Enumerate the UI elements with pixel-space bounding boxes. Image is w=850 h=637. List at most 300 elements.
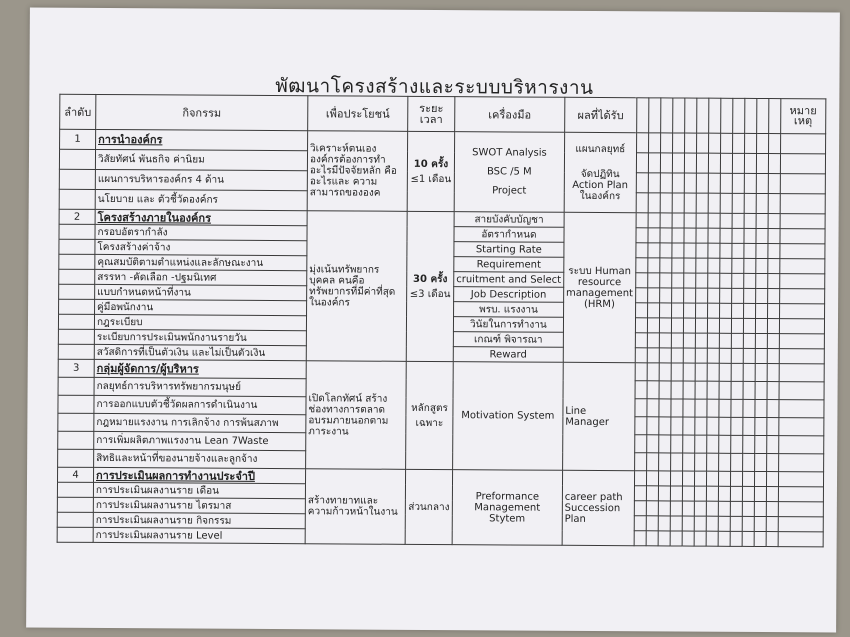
tool-text: BSC /5 M (486, 166, 532, 178)
schedule-cell (659, 303, 671, 318)
schedule-cell (718, 486, 730, 501)
schedule-cell (670, 453, 682, 471)
schedule-cell (634, 516, 646, 531)
schedule-cell (743, 435, 755, 453)
activity-item: ระเบียบการประเมินพนักงานรายวัน (94, 329, 306, 345)
purpose-cell: สร้างทายาทและ ความก้าวหน้าในงาน (305, 469, 405, 545)
schedule-cell (767, 289, 779, 304)
schedule-cell (732, 273, 744, 288)
section-number: 3 (58, 359, 94, 377)
activity-item: การประเมินผลงานราย เดือน (93, 482, 305, 498)
schedule-cell (658, 471, 670, 486)
duration-text: ≤1 เดือน (410, 173, 452, 185)
schedule-cell (694, 453, 706, 471)
schedule-cell (696, 173, 708, 193)
activity-item: กลยุทธ์การบริหารทรัพยากรมนุษย์ (94, 377, 306, 396)
schedule-cell (732, 173, 744, 193)
schedule-cell (768, 244, 780, 259)
schedule-cell (706, 486, 718, 501)
schedule-cell (755, 348, 767, 363)
remark-cell (779, 289, 824, 304)
schedule-cell (648, 133, 660, 153)
activity-item: การประเมินผลงานราย ไตรมาส (93, 497, 305, 513)
schedule-cell (695, 435, 707, 453)
number-cell (58, 413, 94, 431)
schedule-cell (706, 516, 718, 531)
header-result: ผลที่ได้รับ (564, 97, 636, 132)
header-tools: เครื่องมือ (455, 97, 565, 133)
schedule-cell (660, 228, 672, 243)
schedule-cell (636, 213, 648, 228)
schedule-cell (766, 517, 778, 532)
schedule-cell (766, 472, 778, 487)
tool-text: SWOT Analysis (472, 147, 547, 159)
schedule-cell (672, 228, 684, 243)
schedule-cell (636, 273, 648, 288)
activity-item: สรรหา -คัดเลือก -ปฐมนิเทศ (95, 269, 307, 285)
schedule-cell (707, 303, 719, 318)
schedule-cell (683, 399, 695, 417)
schedule-cell (670, 486, 682, 501)
remark-cell (779, 349, 824, 364)
schedule-cell (671, 288, 683, 303)
schedule-cell (742, 453, 754, 471)
schedule-cell (683, 303, 695, 318)
schedule-cell (684, 258, 696, 273)
schedule-cell (684, 173, 696, 193)
schedule-cell (695, 288, 707, 303)
number-cell (58, 377, 94, 395)
schedule-cell (755, 318, 767, 333)
schedule-cell (767, 418, 779, 436)
schedule-cell (659, 333, 671, 348)
schedule-cell (742, 486, 754, 501)
schedule-cell (660, 193, 672, 213)
number-cell (59, 299, 95, 314)
schedule-cell (646, 453, 658, 471)
remark-cell (780, 244, 825, 259)
schedule-cell (707, 348, 719, 363)
schedule-cell (731, 435, 743, 453)
schedule-cell (682, 516, 694, 531)
schedule-cell (671, 303, 683, 318)
schedule-cell (658, 531, 670, 546)
schedule-cell (670, 471, 682, 486)
schedule-cell (648, 213, 660, 228)
schedule-cell (719, 333, 731, 348)
schedule-cell (635, 363, 647, 381)
activity-item: แผนการบริหารองค์กร 4 ด้าน (95, 169, 307, 190)
tool-cell: Reward (453, 347, 563, 363)
duration-cell (406, 211, 454, 361)
schedule-cell (683, 435, 695, 453)
number-cell (59, 149, 95, 169)
schedule-cell (636, 228, 648, 243)
schedule-cell (708, 243, 720, 258)
schedule-cell (744, 213, 756, 228)
schedule-cell (636, 258, 648, 273)
schedule-cell (708, 258, 720, 273)
duration-cell (406, 361, 454, 469)
schedule-cell (696, 243, 708, 258)
schedule-cell (718, 516, 730, 531)
tool-text: Project (492, 185, 527, 197)
schedule-cell (635, 318, 647, 333)
schedule-cell (755, 288, 767, 303)
number-cell (57, 482, 93, 497)
schedule-cell (660, 258, 672, 273)
number-cell (58, 431, 94, 449)
schedule-cell (647, 288, 659, 303)
schedule-cell (683, 348, 695, 363)
tool-cell: สายบังคับบัญชา (454, 212, 564, 228)
section-number: 2 (59, 209, 95, 224)
schedule-cell (648, 153, 660, 173)
purpose-cell: มุ่งเน้นทรัพยากร บุคคล คนคือ ทรัพยากรที่มีค่าที่สุด ในองค์กร (306, 211, 407, 362)
schedule-cell (732, 213, 744, 228)
schedule-cell (719, 417, 731, 435)
schedule-cell (768, 174, 780, 194)
duration-text: 10 ครั้ง (413, 158, 449, 170)
schedule-cell (635, 303, 647, 318)
schedule-cell (671, 318, 683, 333)
schedule-cell (696, 273, 708, 288)
schedule-cell (694, 501, 706, 516)
schedule-cell (634, 471, 646, 486)
number-cell (59, 169, 95, 189)
schedule-cell (671, 381, 683, 399)
schedule-cell (718, 501, 730, 516)
schedule-cell (647, 333, 659, 348)
schedule-cell (732, 193, 744, 213)
schedule-cell (743, 303, 755, 318)
schedule-cell (742, 471, 754, 486)
schedule-cell (706, 501, 718, 516)
schedule-cell (766, 487, 778, 502)
remark-cell (779, 334, 824, 349)
schedule-cell (647, 417, 659, 435)
remark-cell (779, 400, 824, 418)
section-title: การประเมินผลการทำงานประจำปี (94, 467, 306, 483)
schedule-cell (696, 133, 708, 153)
schedule-cell (731, 288, 743, 303)
remark-cell (778, 472, 823, 487)
schedule-cell (647, 363, 659, 381)
schedule-cell (672, 243, 684, 258)
schedule-cell (670, 516, 682, 531)
schedule-cell (636, 173, 648, 193)
schedule-cell (719, 303, 731, 318)
schedule-cell (646, 501, 658, 516)
schedule-cell (683, 288, 695, 303)
tool-text: Motivation System (461, 410, 555, 422)
schedule-cell (756, 228, 768, 243)
schedule-cell (730, 471, 742, 486)
schedule-cell (731, 381, 743, 399)
schedule-cell (696, 228, 708, 243)
tool-cell: เกณฑ์ พิจารณา (453, 332, 563, 348)
tool-cell: Requirement (454, 257, 564, 273)
schedule-cell (732, 228, 744, 243)
schedule-cell (707, 333, 719, 348)
schedule-cell (744, 258, 756, 273)
schedule-cell (744, 273, 756, 288)
schedule-cell (660, 243, 672, 258)
schedule-cell (766, 532, 778, 547)
schedule-cell (720, 213, 732, 228)
schedule-cell (755, 303, 767, 318)
schedule-cell (672, 173, 684, 193)
schedule-cell (767, 382, 779, 400)
schedule-cell (708, 133, 720, 153)
header-duration: ระยะ เวลา (408, 96, 455, 131)
schedule-cell (646, 486, 658, 501)
result-text: career path Succession Plan (564, 491, 623, 525)
schedule-cell (744, 193, 756, 213)
schedule-cell (634, 486, 646, 501)
number-cell (59, 224, 95, 239)
schedule-cell (708, 153, 720, 173)
schedule-cell (658, 453, 670, 471)
result-cell (562, 470, 634, 545)
schedule-cell (635, 381, 647, 399)
schedule-cell (754, 471, 766, 486)
schedule-cell (768, 214, 780, 229)
schedule-cell (754, 501, 766, 516)
schedule-cell (684, 133, 696, 153)
remark-cell (779, 304, 824, 319)
result-text: แผนกลยุทธ์ (575, 143, 626, 155)
tool-cell (453, 362, 563, 471)
schedule-cell (647, 435, 659, 453)
duration-text: ≤3 เดือน (409, 288, 451, 300)
header-remark: หมาย เหตุ (780, 99, 825, 134)
result-text: จัดปฏิทิน Action Plan ในองค์กร (572, 168, 629, 202)
schedule-cell (695, 303, 707, 318)
schedule-cell (671, 363, 683, 381)
number-cell (57, 512, 93, 527)
schedule-cell (683, 333, 695, 348)
schedule-cell (730, 453, 742, 471)
schedule-cell (706, 531, 718, 546)
schedule-cell (658, 501, 670, 516)
schedule-cell (742, 516, 754, 531)
schedule-cell (648, 243, 660, 258)
activity-item: แบบกำหนดหน้าที่งาน (95, 284, 307, 300)
activity-item: คู่มือพนักงาน (95, 299, 307, 315)
activity-item: คุณสมบัติตามตำแหน่งและลักษณะงาน (95, 254, 307, 270)
schedule-cell (744, 243, 756, 258)
schedule-cell (719, 318, 731, 333)
schedule-cell (684, 228, 696, 243)
schedule-cell (707, 399, 719, 417)
remark-cell (779, 319, 824, 334)
schedule-cell (635, 333, 647, 348)
schedule-cell (742, 531, 754, 546)
schedule-cell (755, 399, 767, 417)
schedule-cell (743, 333, 755, 348)
remark-cell (779, 436, 824, 454)
activity-item: การประเมินผลงานราย Level (93, 527, 305, 543)
schedule-cell (683, 381, 695, 399)
schedule-cell (648, 228, 660, 243)
schedule-cell (646, 516, 658, 531)
schedule-cell (754, 486, 766, 501)
schedule-cell (694, 471, 706, 486)
schedule-cell (768, 194, 780, 214)
number-cell (59, 284, 95, 299)
schedule-cell (756, 133, 768, 153)
header-row (60, 94, 826, 134)
schedule-cell (744, 173, 756, 193)
schedule-cell (646, 531, 658, 546)
schedule-cell (732, 243, 744, 258)
schedule-cell (767, 304, 779, 319)
schedule-cell (708, 273, 720, 288)
schedule-cell (767, 436, 779, 454)
schedule-cell (684, 273, 696, 288)
number-cell (59, 239, 95, 254)
schedule-cell (755, 333, 767, 348)
schedule-cell (660, 213, 672, 228)
schedule-cell (707, 381, 719, 399)
schedule-cell (694, 516, 706, 531)
schedule-cell (718, 531, 730, 546)
schedule-cell (647, 399, 659, 417)
schedule-cell (659, 318, 671, 333)
schedule-cell (744, 228, 756, 243)
schedule-cell (720, 273, 732, 288)
header-no: ลำดับ (60, 94, 96, 129)
number-cell (59, 189, 95, 209)
plan-table (57, 94, 827, 548)
schedule-cell (671, 399, 683, 417)
schedule-cell (695, 318, 707, 333)
tool-cell: cruitment and Select (454, 272, 564, 288)
number-cell (58, 314, 94, 329)
activity-item: การเพิ่มผลิตภาพแรงงาน Lean 7Waste (94, 431, 306, 450)
schedule-cell (684, 153, 696, 173)
schedule-cell (634, 501, 646, 516)
schedule-cell (719, 435, 731, 453)
schedule-cell (718, 471, 730, 486)
schedule-cell (731, 318, 743, 333)
schedule-cell (743, 318, 755, 333)
schedule-cell (683, 417, 695, 435)
result-cell (563, 212, 636, 362)
schedule-cell (647, 318, 659, 333)
schedule-cell (744, 153, 756, 173)
remark-cell (780, 134, 825, 154)
schedule-cell (767, 334, 779, 349)
schedule-cell (756, 193, 768, 213)
schedule-cell (707, 435, 719, 453)
schedule-cell (671, 435, 683, 453)
schedule-cell (720, 133, 732, 153)
schedule-cell (731, 417, 743, 435)
schedule-cell (634, 453, 646, 471)
schedule-cell (755, 363, 767, 381)
schedule-cell (659, 348, 671, 363)
schedule-cell (768, 229, 780, 244)
schedule-cell (766, 454, 778, 472)
schedule-cell (672, 153, 684, 173)
schedule-cell (743, 363, 755, 381)
activity-item: การประเมินผลงานราย กิจกรรม (93, 512, 305, 528)
schedule-cell (684, 193, 696, 213)
schedule-cell (671, 348, 683, 363)
result-cell (562, 362, 635, 470)
schedule-cell (766, 502, 778, 517)
result-text: Line Manager (565, 405, 610, 428)
remark-cell (779, 382, 824, 400)
schedule-cell (660, 273, 672, 288)
duration-cell (405, 469, 452, 544)
schedule-cell (672, 213, 684, 228)
schedule-cell (755, 381, 767, 399)
section-title: การนำองค์กร (96, 129, 308, 150)
paper-sheet (26, 8, 840, 633)
schedule-cell (659, 288, 671, 303)
schedule-cell (708, 173, 720, 193)
schedule-cell (754, 531, 766, 546)
document-title: พัฒนาโครงสร้างและระบบบริหารงาน (275, 75, 594, 99)
schedule-cell (756, 273, 768, 288)
schedule-cell (706, 453, 718, 471)
schedule-cell (658, 516, 670, 531)
remark-cell (778, 517, 823, 532)
schedule-cell (647, 303, 659, 318)
schedule-cell (635, 348, 647, 363)
header-activity: กิจกรรม (96, 94, 308, 130)
schedule-cell (708, 193, 720, 213)
duration-text: เฉพาะ (415, 417, 444, 429)
number-cell (58, 449, 94, 467)
schedule-cell (684, 213, 696, 228)
schedule-cell (659, 435, 671, 453)
section-title: กลุ่มผู้จัดการ/ผู้บริหาร (94, 359, 306, 378)
tool-text: Preformance Management Stytem (474, 490, 541, 525)
number-cell (59, 254, 95, 269)
schedule-cell (756, 258, 768, 273)
schedule-cell (694, 531, 706, 546)
activity-item: กรอบอัตรากำลัง (95, 224, 307, 240)
activity-item: วิสัยทัศน์ พันธกิจ ค่านิยม (95, 149, 307, 170)
schedule-cell (731, 348, 743, 363)
remark-cell (780, 274, 825, 289)
remark-cell (780, 154, 825, 174)
remark-cell (779, 418, 824, 436)
tool-cell: วินัยในการทำงาน (453, 317, 563, 333)
schedule-cell (743, 288, 755, 303)
duration-text: 30 ครั้ง (413, 273, 448, 285)
schedule-cell (731, 363, 743, 381)
schedule-cell (682, 453, 694, 471)
schedule-cell (732, 258, 744, 273)
schedule-cell (707, 318, 719, 333)
schedule-cell (648, 173, 660, 193)
schedule-cell (670, 531, 682, 546)
remark-cell (778, 454, 823, 472)
number-cell (58, 329, 94, 344)
duration-text: หลักสูตร (411, 402, 448, 414)
remark-cell (778, 532, 823, 547)
number-cell (57, 527, 93, 542)
activity-item: โครงสร้างค่าจ้าง (95, 239, 307, 255)
schedule-cell (707, 288, 719, 303)
schedule-cell (707, 363, 719, 381)
activity-item: นโยบาย และ ตัวชี้วัดองค์กร (95, 189, 307, 210)
